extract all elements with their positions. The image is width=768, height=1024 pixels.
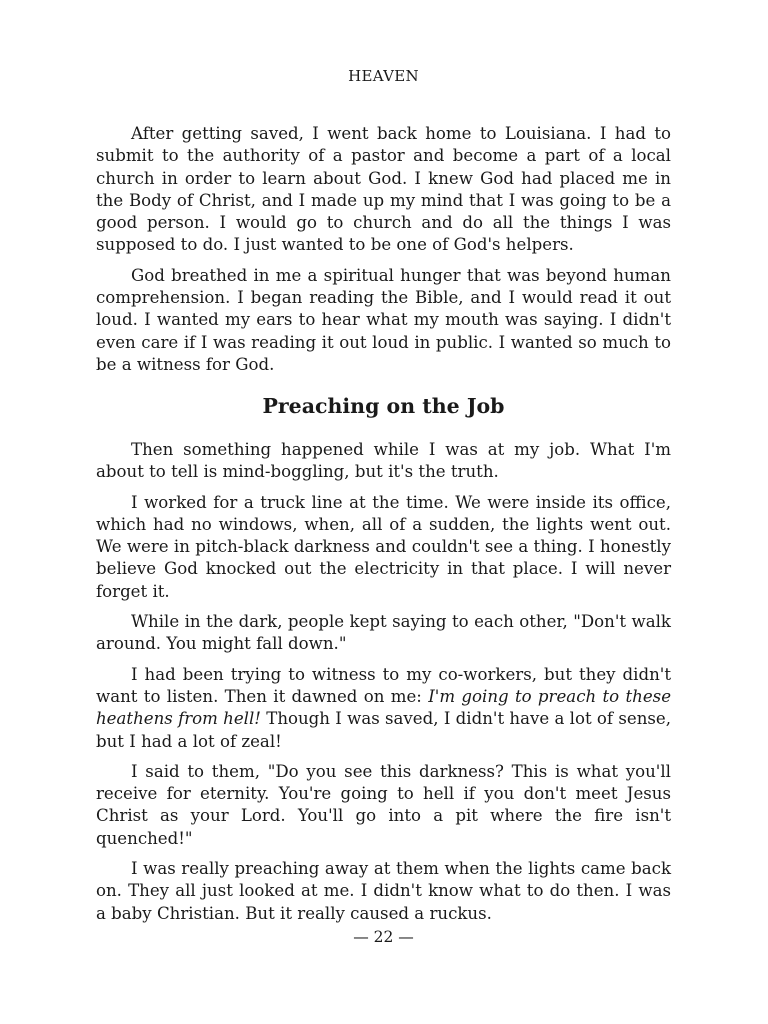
paragraph: God breathed in me a spiritual hunger that was beyond human comprehension. I began reading the Bible, and I would read it out loud. I wanted my ears to hear what my mouth was saying. I didn't even care if I was reading it out loud in public. I wanted so much to be a witness for God. [96,265,671,374]
running-head: HEAVEN [348,67,419,85]
section-text [96,439,671,925]
paragraph-text: Though I was saved, I didn't have a lot of sense, but I had a lot of zeal! [96,709,671,751]
paragraph-text: I had been trying to witness to my co-workers, but they didn't want to listen. Then it dawned on me: [96,664,671,706]
paragraph: I worked for a truck line at the time. We were inside its office, which had no windows, when, all of a sudden, the lights went out. We were in pitch-black darkness and couldn't see a thing. I honestly believe God knocked out the electricity in that place. I will never forget it. [96,492,671,601]
paragraph: I was really preaching away at them when the lights came back on. They all just looked at me. I didn't know what to do then. I was a baby Christian. But it really caused a ruckus. [96,859,671,923]
italic-thought: I'm going to preach to these heathens from hell! [96,686,672,729]
paragraph [96,664,671,753]
paragraph: I said to them, "Do you see this darkness? This is what you'll receive for eternity. You're going to hell if you don't meet Jesus Christ as your Lord. You'll go into a pit where the fire isn't quenched!" [96,761,671,848]
paragraph: After getting saved, I went back home to Louisiana. I had to submit to the authority of a pastor and become a part of a local church in order to learn about God. I knew God had placed me in the Body of Christ, and I made up my mind that I was going to be a good person. I would go to church and do all the things I was supposed to do. I just wanted to be one of God's helpers. [96,124,671,255]
book-page [96,0,671,1024]
paragraph: Then something happened while I was at my job. What I'm about to tell is mind-boggling, but it's the truth. [96,440,671,482]
page-number: — 22 — [353,928,414,946]
intro-text [96,123,671,376]
section-heading: Preaching on the Job [262,394,505,418]
paragraph: While in the dark, people kept saying to each other, "Don't walk around. You might fall down." [96,612,671,654]
